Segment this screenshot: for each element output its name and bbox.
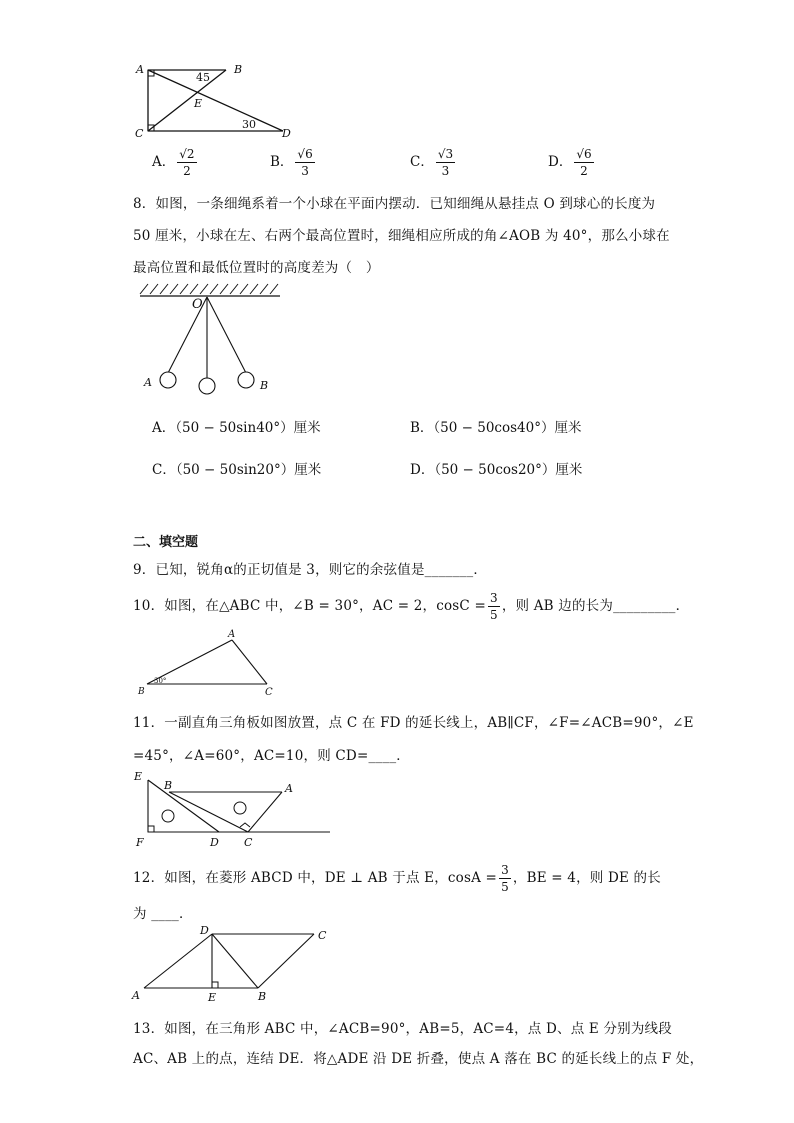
q7-a-num: √2 (179, 147, 195, 161)
q7-option-d: D． $\frac{√6}{2}$ (548, 147, 592, 178)
q13-line-2: AC、AB 上的点，连结 DE．将△ADE 沿 DE 折叠，使点 A 落在 BC 的延长线上的点 F 处， (133, 1051, 704, 1067)
q7-a-den: 2 (183, 164, 191, 178)
q7-label-d: D (282, 127, 291, 140)
q11-label-b: B (164, 779, 173, 792)
q9-text: 9．已知，锐角α的正切值是 3，则它的余弦值是_______． (133, 562, 488, 578)
figure-q10-triangle (135, 628, 285, 698)
q8-line-3: 最高位置和最低位置时的高度差为（ ） (133, 260, 380, 276)
q11-label-f: F (136, 836, 144, 849)
q12-label-a: A (132, 989, 140, 1002)
q7-label-a: A (136, 63, 144, 76)
q10-pre: 10．如图，在△ABC 中，∠B = 30°，AC = 2，cosC = (133, 598, 486, 614)
q8-label-a: A (144, 376, 152, 389)
q11-line-2: =45°，∠A=60°，AC=10，则 CD=____． (133, 748, 410, 764)
figure-q8-pendulum (130, 282, 290, 397)
q11-label-c: C (244, 836, 253, 849)
q7-option-a: A． $\frac{√2}{2}$ (152, 147, 195, 178)
q7-d-den: 2 (580, 164, 588, 178)
q12-pre: 12．如图，在菱形 ABCD 中，DE ⊥ AB 于点 E，cosA = (133, 870, 498, 886)
q11-label-a: A (285, 782, 293, 795)
q7-option-b: B． $\frac{√6}{3}$ (270, 147, 313, 178)
q7-b-den: 3 (301, 164, 309, 178)
q8-option-b: B．（50 − 50cos40°）厘米 (410, 420, 582, 436)
q7-angle-45: 45 (196, 71, 210, 84)
q10-label-b: B (138, 687, 145, 697)
q11-label-e: E (134, 770, 143, 783)
q10-label-a: A (228, 629, 236, 640)
q12-line-1 (133, 864, 661, 893)
q10-angle-30: 30° (154, 677, 167, 685)
q8-option-c: C．（50 − 50sin20°）厘米 (152, 462, 322, 478)
q10-label-c: C (265, 687, 273, 698)
q12-label-e: E (208, 991, 217, 1004)
q11-label-d: D (210, 836, 219, 849)
q7-option-c: C． $\frac{√3}{3}$ (410, 147, 454, 178)
q7-label-e: E (194, 97, 203, 110)
figure-q12-rhombus (130, 922, 340, 1004)
q8-line-2: 50 厘米，小球在左、右两个最高位置时，细绳相应所成的角∠AOB 为 40°，那么小球在 (133, 228, 670, 244)
q7-c-den: 3 (441, 164, 450, 178)
q8-line-1: 8．如图，一条细绳系着一个小球在平面内摆动．已知细绳从悬挂点 O 到球心的长度为 (133, 196, 656, 212)
q10-den: 5 (489, 608, 498, 622)
figure-q7 (130, 60, 300, 140)
q12-label-c: C (318, 929, 327, 942)
q7-angle-30: 30 (242, 118, 256, 131)
q7-b-num: √6 (297, 147, 313, 161)
figure-q11-set-squares (130, 770, 335, 850)
q7-label-b: B (234, 63, 243, 76)
q8-label-o: O (192, 297, 203, 312)
q10-num: 3 (489, 591, 498, 605)
q8-option-d: D．（50 − 50cos20°）厘米 (410, 462, 583, 478)
q12-label-b: B (258, 990, 267, 1003)
q12-label-d: D (200, 924, 209, 937)
q8-label-b: B (260, 379, 269, 392)
q10-text (133, 592, 689, 621)
q10-post: ，则 AB 边的长为_________． (501, 598, 690, 614)
q7-c-num: √3 (437, 147, 454, 161)
q11-line-1: 11．一副直角三角板如图放置，点 C 在 FD 的延长线上，AB∥CF，∠F=∠ACB=90°，∠E (133, 715, 694, 731)
q8-option-a: A．（50 − 50sin40°）厘米 (152, 420, 321, 436)
q7-label-c: C (135, 127, 144, 140)
q12-num: 3 (501, 863, 509, 877)
q7-d-num: √6 (576, 147, 592, 161)
q12-line-2: 为 ____． (133, 906, 193, 922)
q12-post: ，BE = 4，则 DE 的长 (512, 870, 661, 886)
q12-den: 5 (501, 880, 509, 894)
q13-line-1: 13．如图，在三角形 ABC 中，∠ACB=90°，AB=5，AC=4，点 D、点 E 分别为线段 (133, 1021, 672, 1037)
section-title-fill-in: 二、填空题 (133, 535, 199, 550)
